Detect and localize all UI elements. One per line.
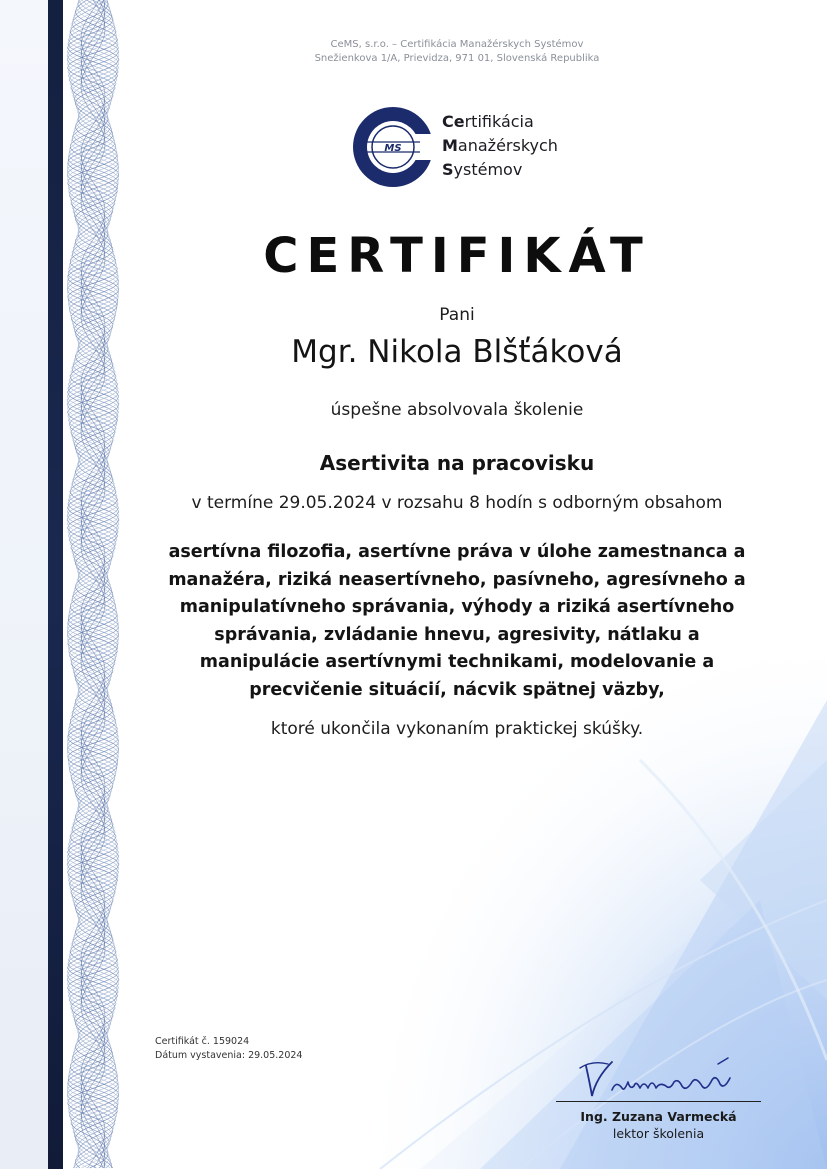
logo-wordmark xyxy=(442,110,558,182)
course-term: v termíne 29.05.2024 v rozsahu 8 hodín s odborným obsahom xyxy=(191,493,723,513)
salutation: Pani xyxy=(439,305,475,325)
signature-line xyxy=(556,1101,761,1102)
logo-word-systemov: ystémov xyxy=(453,160,523,179)
content-line: asertívna filozofia, asertívne práva v úlohe zamestnanca a xyxy=(168,542,746,562)
logo-word-manazerskych: anažérskych xyxy=(457,136,558,155)
content-line: manipulácie asertívnymi technikami, modelovanie a xyxy=(199,652,715,672)
closing-statement: ktoré ukončila vykonaním praktickej skúšky. xyxy=(270,719,644,739)
certificate-number: Certifikát č. 159024 xyxy=(155,1036,250,1047)
signer-block xyxy=(556,1108,761,1142)
recipient-name: Mgr. Nikola Blšťáková xyxy=(291,334,623,370)
content-line: precvičenie situácií, nácvik spätnej väzby, xyxy=(249,679,665,700)
completion-statement: úspešne absolvovala školenie xyxy=(330,400,584,420)
logo-mark-text: MS xyxy=(384,143,402,154)
guilloche-border-ornament xyxy=(63,0,123,1169)
course-name: Asertivita na pracovisku xyxy=(319,451,595,475)
cems-logo-mark-icon xyxy=(350,104,436,190)
issuer-header xyxy=(250,38,664,66)
navy-side-bar xyxy=(48,0,63,1169)
cems-logo xyxy=(350,104,590,190)
certificate-title: CERTIFIKÁT xyxy=(263,228,651,284)
content-line: manipulatívneho správania, výhody a riziká asertívneho xyxy=(179,597,735,617)
logo-initial-ce: Ce xyxy=(442,112,465,131)
issuer-name-line: CeMS, s.r.o. – Certifikácia Manažérskych Systémov xyxy=(330,39,584,50)
left-margin-band xyxy=(0,0,48,1169)
logo-word-certifikacia: rtifikácia xyxy=(464,112,534,131)
logo-initial-m: M xyxy=(442,136,458,155)
course-content xyxy=(160,539,754,704)
content-line: manažéra, riziká neasertívneho, pasívneho, agresívneho a xyxy=(168,569,746,590)
handwritten-signature xyxy=(578,1052,748,1102)
issue-date: Dátum vystavenia: 29.05.2024 xyxy=(155,1050,303,1061)
certificate-meta xyxy=(155,1035,302,1063)
signer-name: Ing. Zuzana Varmecká xyxy=(580,1109,737,1124)
signer-role: lektor školenia xyxy=(612,1126,705,1141)
logo-initial-s: S xyxy=(442,160,454,179)
content-line: správania, zvládanie hnevu, agresivity, nátlaku a xyxy=(214,624,700,645)
issuer-address-line: Snežienkova 1/A, Prievidza, 971 01, Slovenská Republika xyxy=(314,53,600,64)
